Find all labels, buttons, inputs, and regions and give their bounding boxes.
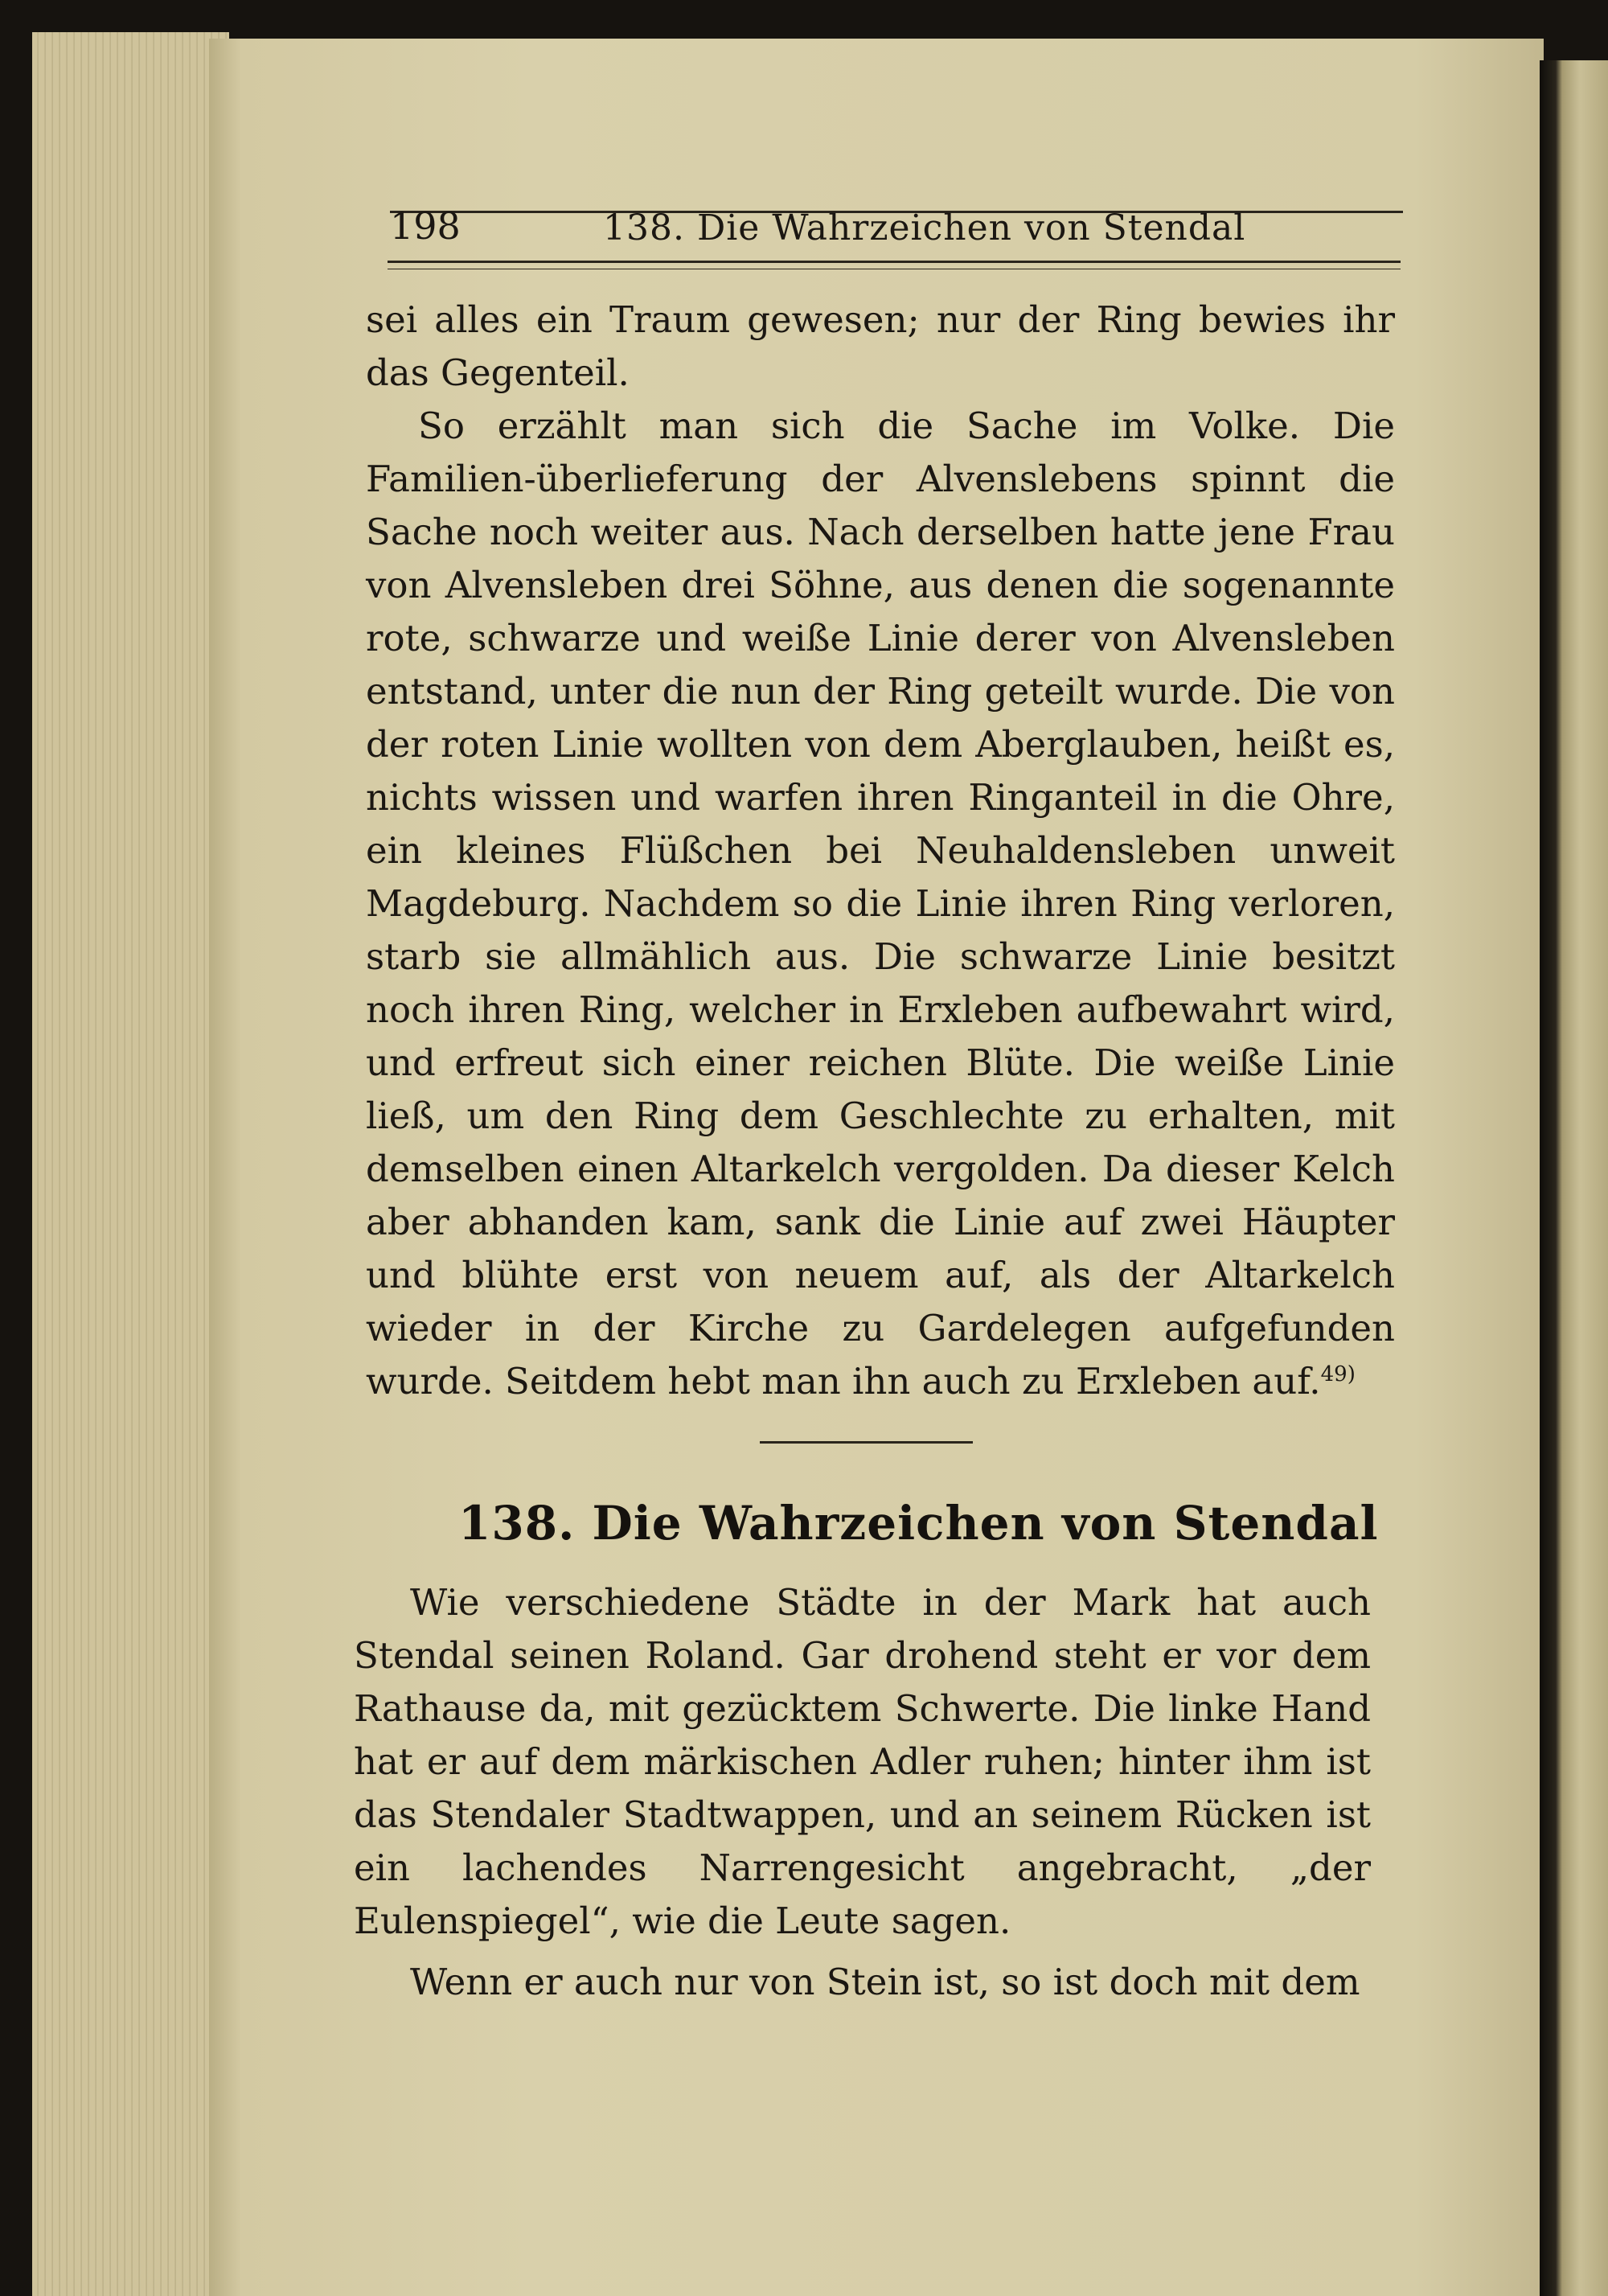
body-text: [366, 294, 1395, 1408]
footnote-marker: 49): [1320, 1362, 1356, 1386]
paragraph: Wie verschiedene Städte in der Mark hat auch Stendal seinen Roland. Gar drohend steht er vor dem Rathause da, mit gezücktem Schwerte. Die linke Hand hat er auf dem märkischen Adler ruhen; hinter ihm ist das Stendaler Stadtwappen, und an seinem Rücken ist ein lachendes Narrengesicht angebracht, „der Eulenspiegel“, wie die Leute sagen.: [354, 1581, 1371, 1942]
opposite-page-edge: [1540, 60, 1608, 2296]
continued-paragraph: sei alles ein Traum gewesen; nur der Ring bewies ihr das Gegenteil.: [366, 298, 1395, 394]
page-header: [390, 193, 1403, 249]
running-title: 138. Die Wahrzeichen von Stendal: [603, 207, 1246, 248]
header-double-rule-top: [388, 261, 1401, 263]
paragraph: Wenn er auch nur von Stein ist, so ist doch mit dem: [410, 1961, 1360, 2003]
page-stack-edge: [32, 32, 229, 2296]
section-text: [354, 1576, 1371, 2009]
paragraph: [366, 400, 1395, 1408]
page-number: 198: [390, 204, 461, 248]
section-separator: [760, 1441, 973, 1444]
paragraph-text: So erzählt man sich die Sache im Volke. Die Familien-überlieferung der Alvenslebens spinnt die Sache noch weiter aus. Nach derselben hatte jene Frau von Alvensleben drei Söhne, aus denen die sogenannte rote, schwarze und weiße Linie derer von Alvensleben entstand, unter die nun der Ring geteilt wurde. Die von der roten Linie wollten von dem Aberglauben, heißt es, nichts wissen und warfen ihren Ringanteil in die Ohre, ein kleines Flüßchen bei Neuhaldensleben unweit Magdeburg. Nachdem so die Linie ihren Ring verloren, starb sie allmählich aus. Die schwarze Linie besitzt noch ihren Ring, welcher in Erxleben aufbewahrt wird, und erfreut sich einer reichen Blüte. Die weiße Linie ließ, um den Ring dem Geschlechte zu erhalten, mit demselben einen Altarkelch vergolden. Da dieser Kelch aber abhanden kam, sank die Linie auf zwei Häupter und blühte erst von neuem auf, als der Altarkelch wieder in der Kirche zu Gardelegen aufgefunden wurde. Seitdem hebt man ihn auch zu Erxleben auf.: [366, 405, 1395, 1403]
section-title: 138. Die Wahrzeichen von Stendal: [458, 1496, 1379, 1551]
